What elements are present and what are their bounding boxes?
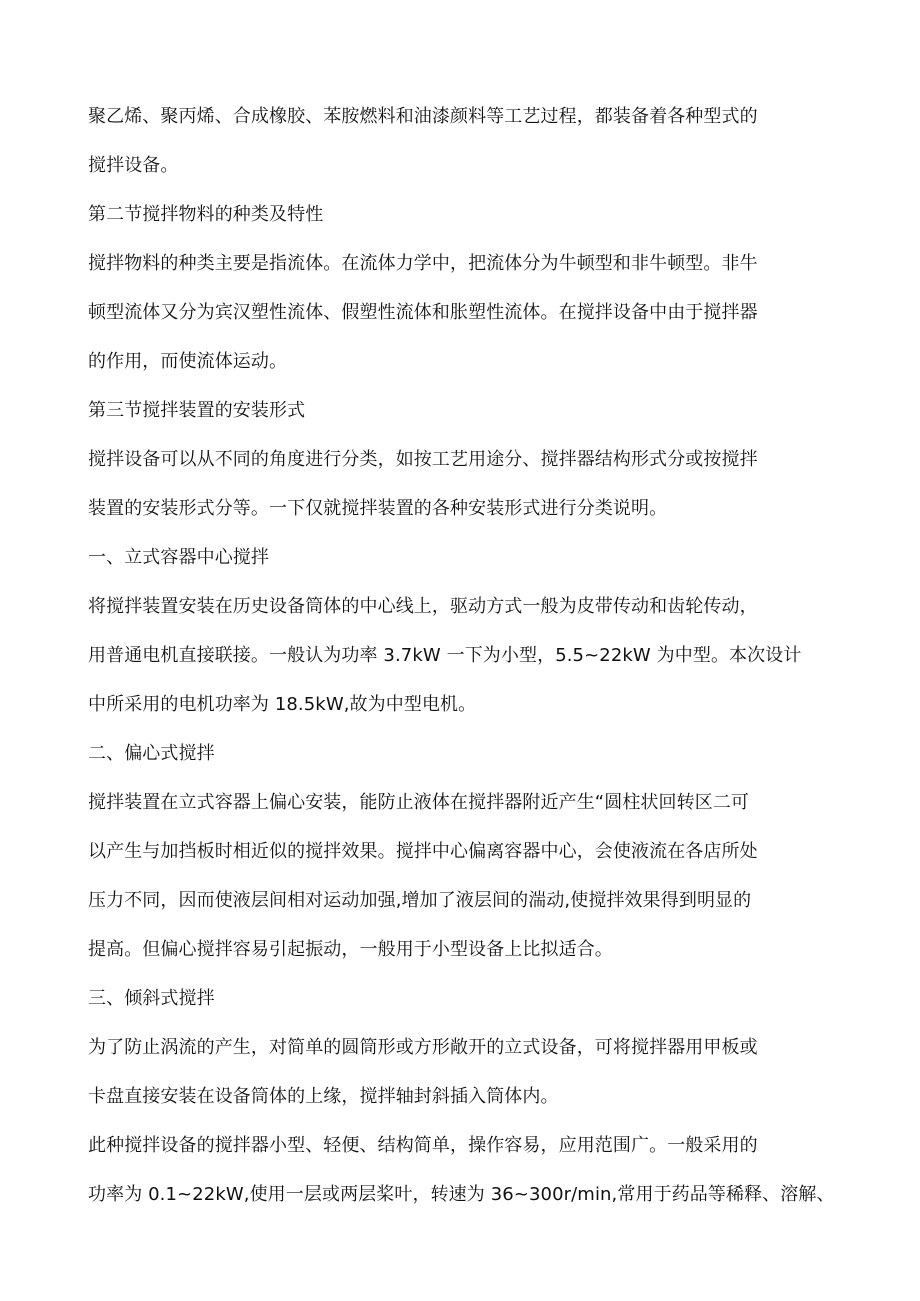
document-body [88, 92, 835, 1219]
paragraph-line: 用普通电机直接联接。一般认为功率 3.7kW 一下为小型，5.5~22kW 为中型。本次设计 [88, 645, 802, 666]
paragraph-line: 搅拌设备。 [88, 155, 179, 176]
section-heading: 第三节搅拌装置的安装形式 [88, 400, 306, 421]
paragraph-line: 聚乙烯、聚丙烯、合成橡胶、苯胺燃料和油漆颜料等工艺过程，都装备着各种型式的 [88, 106, 758, 127]
paragraph-line: 提高。但偏心搅拌容易引起振动，一般用于小型设备上比拟适合。 [88, 939, 613, 960]
paragraph-line: 为了防止涡流的产生，对简单的圆筒形或方形敞开的立式设备，可将搅拌器用甲板或 [88, 1037, 758, 1058]
paragraph-line: 中所采用的电机功率为 18.5kW,故为中型电机。 [88, 694, 477, 715]
paragraph-line: 顿型流体又分为宾汉塑性流体、假塑性流体和胀塑性流体。在搅拌设备中由于搅拌器 [88, 302, 758, 323]
subsection-heading: 一、立式容器中心搅拌 [88, 547, 269, 568]
paragraph-line: 搅拌物料的种类主要是指流体。在流体力学中，把流体分为牛顿型和非牛顿型。非牛 [88, 253, 758, 274]
paragraph-line: 卡盘直接安装在设备筒体的上缘，搅拌轴封斜插入筒体内。 [88, 1086, 559, 1107]
paragraph-line: 装置的安装形式分等。一下仅就搅拌装置的各种安装形式进行分类说明。 [88, 498, 668, 519]
paragraph-line: 压力不同，因而使液层间相对运动加强,增加了液层间的湍动,使搅拌效果得到明显的 [88, 890, 752, 911]
paragraph-line: 搅拌设备可以从不同的角度进行分类，如按工艺用途分、搅拌器结构形式分或按搅拌 [88, 449, 758, 470]
subsection-heading: 三、倾斜式搅拌 [88, 988, 215, 1009]
subsection-heading: 二、偏心式搅拌 [88, 743, 215, 764]
paragraph-line: 此种搅拌设备的搅拌器小型、轻便、结构简单，操作容易，应用范围广。一般采用的 [88, 1135, 758, 1156]
paragraph-line: 以产生与加挡板时相近似的搅拌效果。搅拌中心偏离容器中心，会使液流在各店所处 [88, 841, 758, 862]
paragraph-line: 搅拌装置在立式容器上偏心安装，能防止液体在搅拌器附近产生“圆柱状回转区二可 [88, 792, 750, 813]
paragraph-line: 的作用，而使流体运动。 [88, 351, 288, 372]
paragraph-line: 功率为 0.1~22kW,使用一层或两层桨叶，转速为 36~300r/min,常用于药品等稀释、溶解、 [88, 1184, 835, 1205]
paragraph-line: 将搅拌装置安装在历史设备筒体的中心线上，驱动方式一般为皮带传动和齿轮传动， [88, 596, 758, 617]
section-heading: 第二节搅拌物料的种类及特性 [88, 204, 324, 225]
